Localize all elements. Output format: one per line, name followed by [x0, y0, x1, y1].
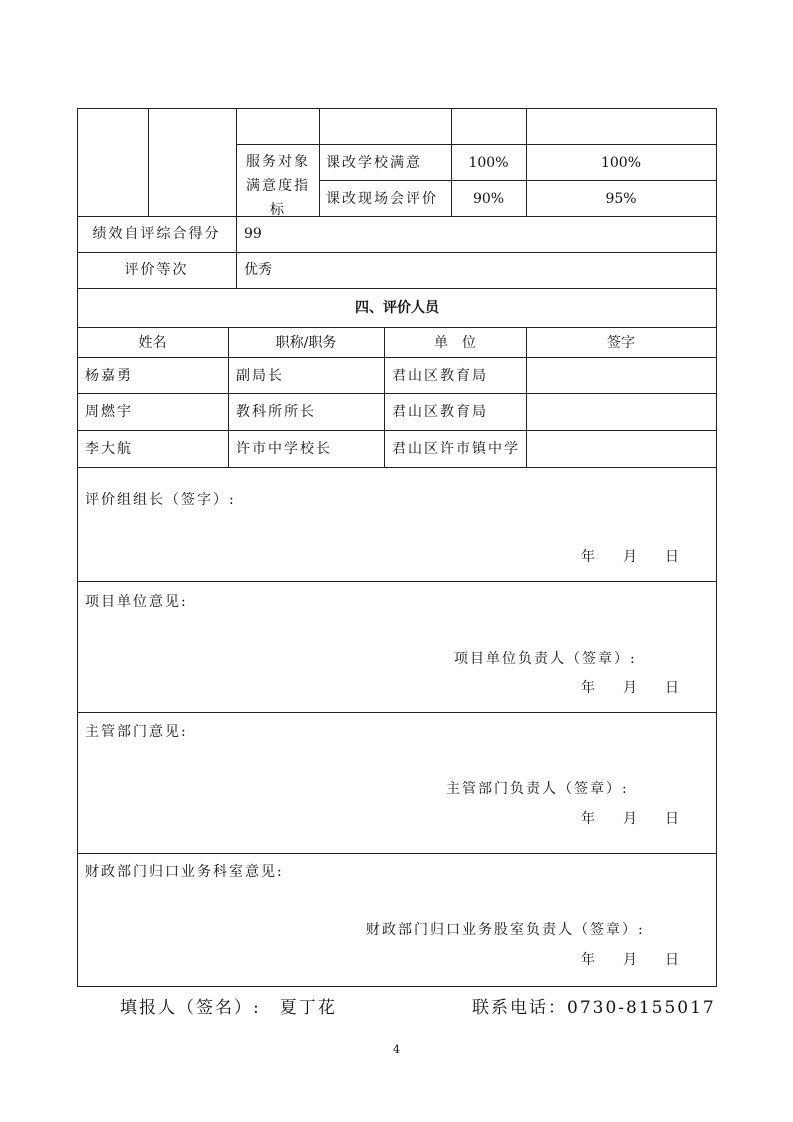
staff-name: 周燃宇: [85, 404, 133, 420]
actual-1: 100%: [600, 155, 642, 171]
page-number: 4: [393, 1043, 400, 1056]
staff-name: 杨嘉勇: [85, 368, 133, 384]
staff-unit: 君山区教育局: [392, 368, 488, 384]
indicator-2: 课改现场会评价: [326, 191, 438, 207]
staff-title: 许市中学校长: [236, 441, 332, 457]
actual-2: 95%: [605, 191, 637, 207]
indicator-1: 课改学校满意: [326, 155, 422, 171]
finance-label: 财政部门归口业务科室意见:: [85, 864, 284, 880]
section-title: 四、评价人员: [355, 300, 439, 316]
score-label: 绩效自评综合得分: [92, 226, 221, 242]
score-value: 99: [244, 226, 262, 242]
header-name: 姓名: [138, 335, 167, 351]
grade-value: 优秀: [244, 262, 272, 278]
target-2: 90%: [472, 191, 505, 207]
satisfaction-category: 服务对象满意度指标: [246, 154, 310, 218]
header-unit: 单 位: [434, 335, 476, 351]
header-title: 职称/职务: [275, 335, 337, 351]
staff-title: 副局长: [236, 368, 284, 384]
staff-unit: 君山区教育局: [392, 404, 488, 420]
header-sign: 签字: [607, 335, 635, 351]
leader-date: 年 月 日: [581, 549, 679, 565]
dept-sign: 主管部门负责人（签章）:: [446, 781, 629, 797]
finance-sign: 财政部门归口业务股室负责人（签章）:: [366, 922, 645, 938]
filler: 填报人（签名）: 夏丁花: [120, 998, 337, 1018]
dept-date: 年 月 日: [581, 811, 679, 827]
staff-unit: 君山区许市镇中学: [392, 441, 520, 457]
phone: 联系电话：0730-8155017: [472, 998, 716, 1018]
unit-sign: 项目单位负责人（签章）:: [454, 651, 637, 667]
dept-label: 主管部门意见:: [85, 724, 188, 740]
finance-date: 年 月 日: [581, 952, 679, 968]
staff-name: 李大航: [85, 441, 133, 457]
target-1: 100%: [468, 155, 509, 171]
grade-label: 评价等次: [124, 262, 189, 278]
staff-title: 教科所所长: [236, 404, 316, 420]
leader-label: 评价组组长（签字）:: [85, 492, 236, 508]
unit-label: 项目单位意见:: [85, 594, 188, 610]
unit-date: 年 月 日: [581, 680, 679, 696]
